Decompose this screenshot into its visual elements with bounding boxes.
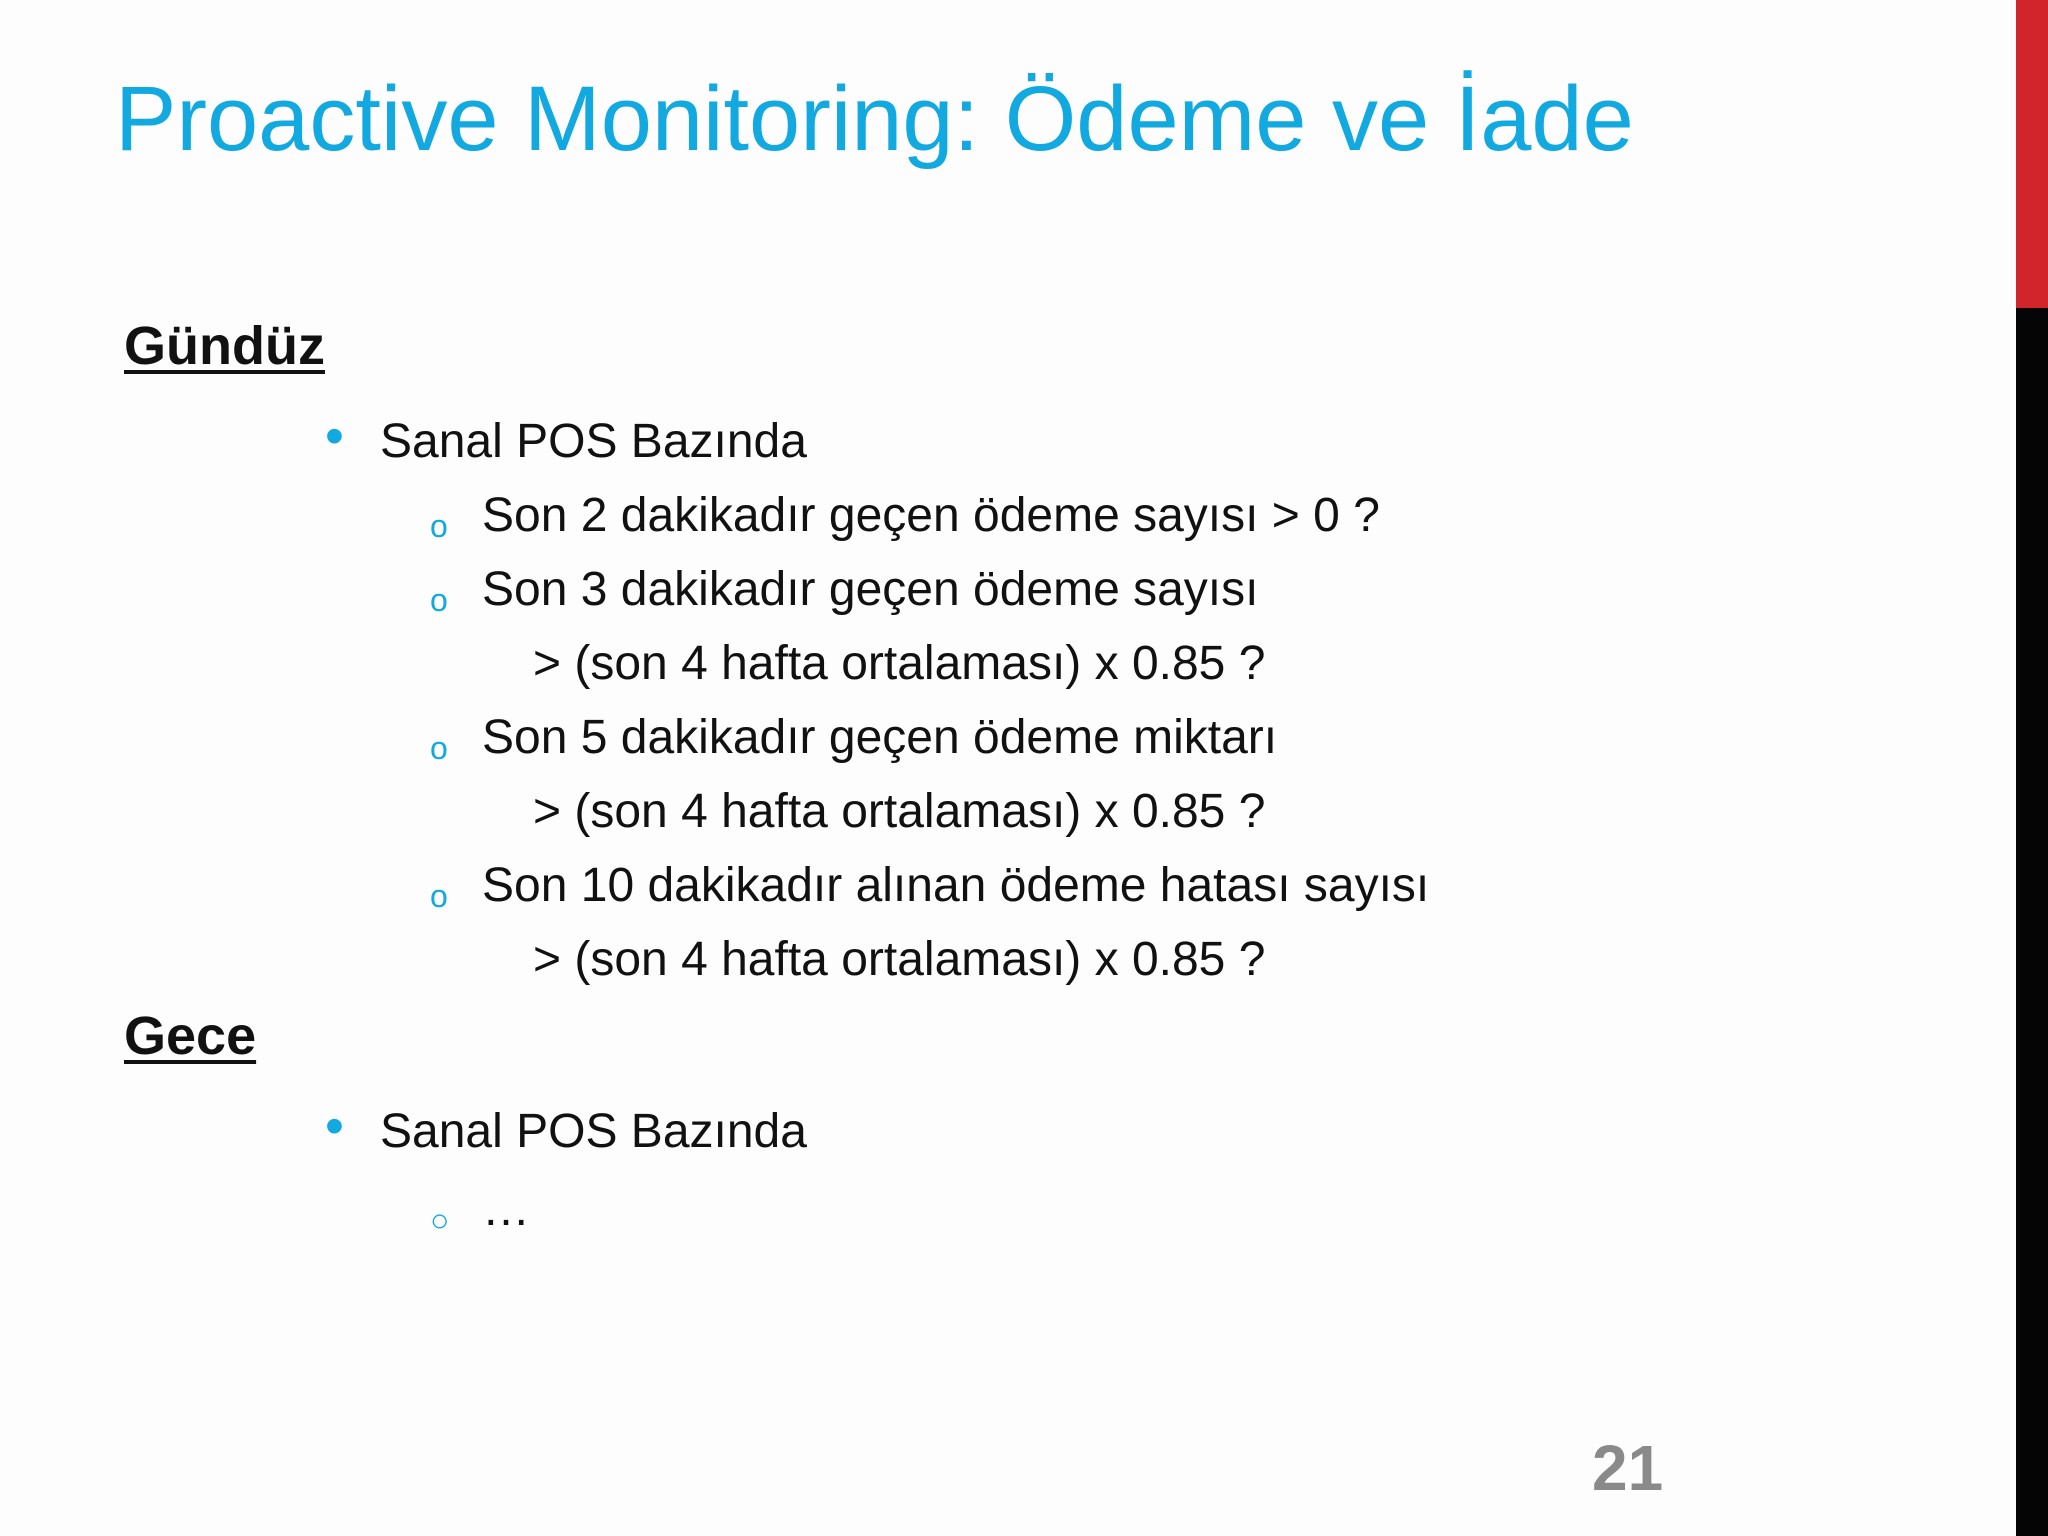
sub-bullet-text: Son 3 dakikadır geçen ödeme sayısı bbox=[482, 563, 1259, 616]
side-accent-bar-red bbox=[2016, 0, 2048, 308]
bullet-text: Sanal POS Bazında bbox=[380, 1105, 807, 1158]
sub-bullet-icon: o bbox=[430, 730, 448, 766]
side-accent-bar-black bbox=[2016, 308, 2048, 1536]
slide-title: Proactive Monitoring: Ödeme ve İade bbox=[115, 68, 1634, 170]
sub-bullet-continuation: > (son 4 hafta ortalaması) x 0.85 ? bbox=[533, 933, 1266, 986]
sub-bullet-text: Son 10 dakikadır alınan ödeme hatası sayısı bbox=[482, 859, 1430, 912]
page-number: 21 bbox=[1592, 1432, 1664, 1504]
sub-bullet-icon: o bbox=[430, 878, 448, 914]
sub-bullet-continuation: > (son 4 hafta ortalaması) x 0.85 ? bbox=[533, 637, 1266, 690]
sub-bullet-icon: o bbox=[430, 508, 448, 544]
bullet-text: Sanal POS Bazında bbox=[380, 415, 807, 468]
sub-bullet-icon: ○ bbox=[430, 1202, 450, 1238]
sub-bullet-text: … bbox=[482, 1183, 530, 1236]
section-heading-gece: Gece bbox=[124, 1006, 257, 1066]
bullet-icon: • bbox=[325, 1096, 344, 1156]
sub-bullet-text: Son 5 dakikadır geçen ödeme miktarı bbox=[482, 711, 1278, 764]
bullet-icon: • bbox=[325, 406, 344, 466]
sub-bullet-icon: o bbox=[430, 582, 448, 618]
sub-bullet-text: Son 2 dakikadır geçen ödeme sayısı > 0 ? bbox=[482, 489, 1380, 542]
section-heading-gunduz: Gündüz bbox=[124, 316, 325, 376]
sub-bullet-continuation: > (son 4 hafta ortalaması) x 0.85 ? bbox=[533, 785, 1266, 838]
